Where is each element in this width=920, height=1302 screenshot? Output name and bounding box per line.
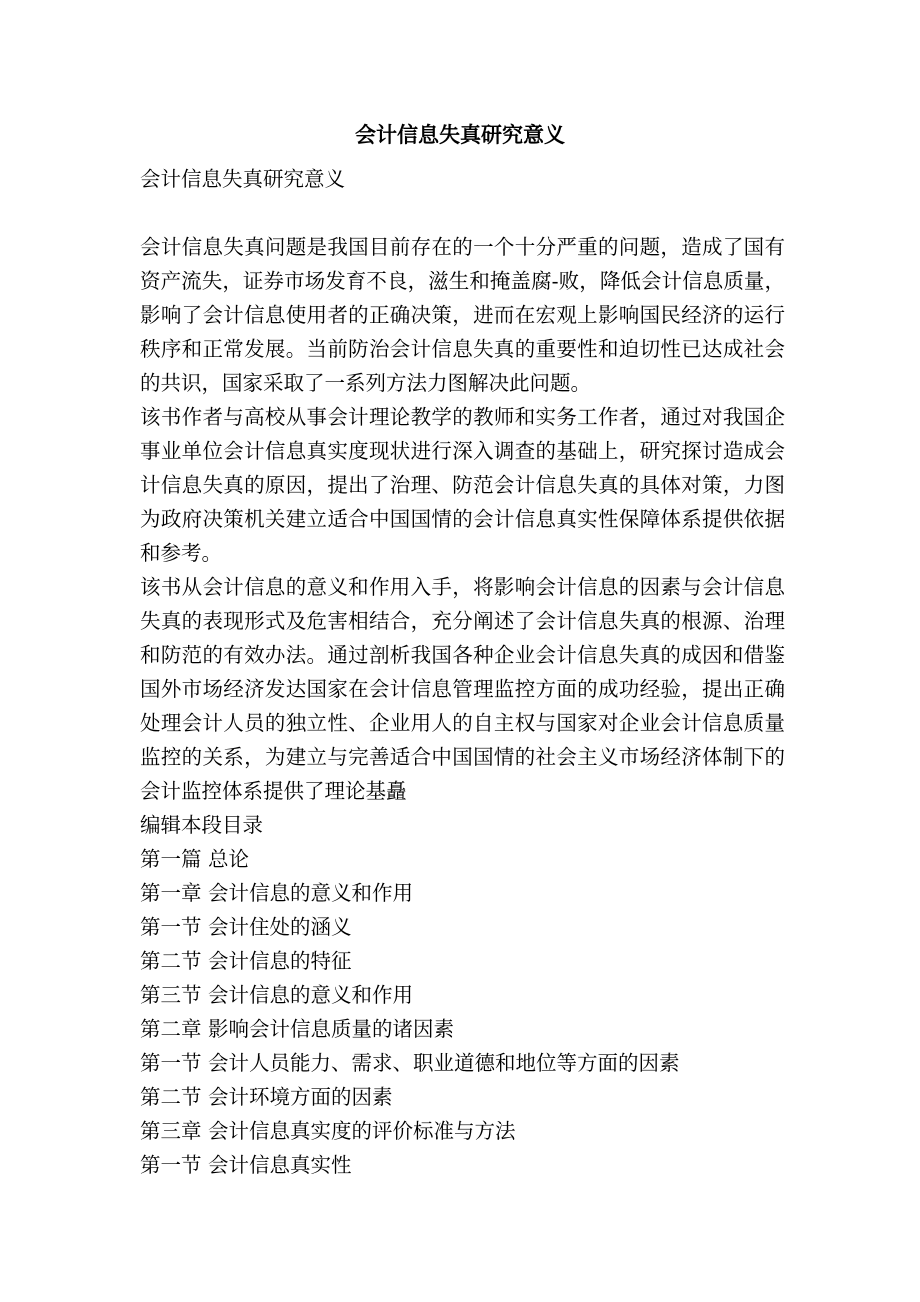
toc-item: 第二节 会计环境方面的因素 — [140, 1085, 393, 1109]
toc-item: 第一节 会计住处的涵义 — [140, 915, 352, 939]
toc-heading: 编辑本段目录 — [140, 813, 263, 837]
toc-item: 第三章 会计信息真实度的评价标准与方法 — [140, 1119, 516, 1143]
paragraph-2: 该书作者与高校从事会计理论教学的教师和实务工作者，通过对我国企事业单位会计信息真实度现状进行深入调查的基础上，研究探讨造成会计信息失真的原因，提出了治理、防范会计信息失真的具体对策，力图为政府决策机关建立适合中国国情的会计信息真实性保障体系提供依据和参考。 — [140, 405, 785, 565]
toc-item: 第二章 影响会计信息质量的诸因素 — [140, 1017, 455, 1041]
toc-item: 第一节 会计信息真实性 — [140, 1153, 352, 1177]
toc-item: 第一章 会计信息的意义和作用 — [140, 881, 414, 905]
toc-item: 第二节 会计信息的特征 — [140, 949, 352, 973]
toc-item: 第一节 会计人员能力、需求、职业道德和地位等方面的因素 — [140, 1051, 680, 1075]
document-subtitle: 会计信息失真研究意义 — [140, 167, 345, 191]
document-title: 会计信息失真研究意义 — [355, 122, 565, 147]
toc-item: 第一篇 总论 — [140, 847, 250, 871]
blank-line — [140, 196, 785, 230]
table-of-contents — [140, 842, 785, 1182]
toc-item: 第三节 会计信息的意义和作用 — [140, 983, 414, 1007]
document-body — [140, 162, 785, 1182]
paragraph-1: 会计信息失真问题是我国目前存在的一个十分严重的问题，造成了国有资产流失，证券市场发育不良，滋生和掩盖腐-败，降低会计信息质量，影响了会计信息使用者的正确决策，进而在宏观上影响国民经济的运行秩序和正常发展。当前防治会计信息失真的重要性和迫切性已达成社会的共识，国家采取了一系列方法力图解决此问题。 — [140, 235, 785, 395]
paragraph-3: 该书从会计信息的意义和作用入手，将影响会计信息的因素与会计信息失真的表现形式及危害相结合，充分阐述了会计信息失真的根源、治理和防范的有效办法。通过剖析我国各种企业会计信息失真的成因和借鉴国外市场经济发达国家在会计信息管理监控方面的成功经验，提出正确处理会计人员的独立性、企业用人的自主权与国家对企业会计信息质量监控的关系，为建立与完善适合中国国情的社会主义市场经济体制下的会计监控体系提供了理论基矗 — [140, 575, 785, 803]
